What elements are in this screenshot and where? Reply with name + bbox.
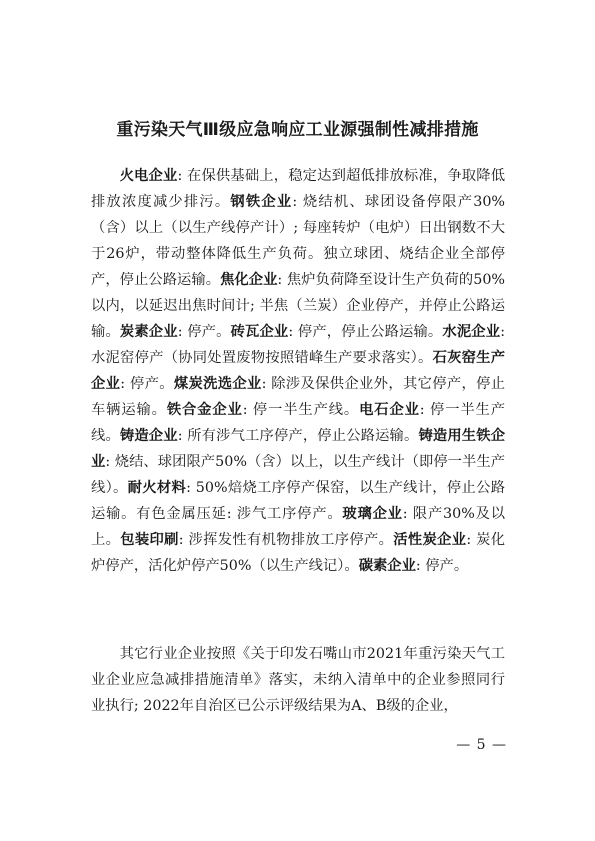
industry-measure: : 除涉及保供企业外，其它停产，停止车辆运输。 (91, 376, 505, 418)
industry-measure: : 所有涉气工序停产，停止公路运输。 (177, 428, 419, 444)
industry-label: 电石企业 (359, 402, 420, 418)
industry-label: 铸造用生铁企业 (91, 428, 506, 470)
industry-measure: : 烧结、球团限产50%（含）以上，以生产线计（即停一半生产线）。 (91, 454, 505, 496)
industry-label: 砖瓦企业 (230, 324, 289, 340)
industry-label: 煤炭洗选企业 (173, 376, 262, 392)
document-title: 重污染天气Ⅲ级应急响应工业源强制性减排措施 (116, 120, 479, 140)
industry-measure: : 停产，停止公路运输。 (288, 324, 443, 340)
industry-label: 活性炭企业 (393, 532, 467, 548)
industry-measure: : 停产。 (415, 558, 469, 574)
measures-paragraph (91, 163, 505, 579)
industry-measure: : 水泥窑停产（协同处置废物按照错峰生产要求落实）。 (91, 324, 506, 366)
industry-label: 铸造企业 (119, 428, 178, 444)
industry-label: 钢铁企业 (230, 194, 293, 210)
industry-label: 铁合金企业 (166, 402, 243, 418)
industry-label: 玻璃企业 (342, 506, 403, 522)
page-number: — 5 — (456, 737, 507, 753)
industry-measure: : 焦炉负荷降至设计生产负荷的50%以内，以延迟出焦时间计; 半焦（兰炭）企业停产，并停止公路运输。 (91, 272, 506, 340)
industry-measure: : 停产。 (120, 376, 174, 392)
industry-label: 石灰窑生产企业 (91, 350, 505, 392)
industry-label: 耐火材料 (127, 480, 187, 496)
industry-label: 焦化企业 (220, 272, 278, 288)
industry-label: 碳素企业 (358, 558, 416, 574)
industry-measure: : 在保供基础上，稳定达到超低排放标准，争取降低排放浓度减少排污。 (91, 168, 506, 210)
industry-measure: : 停产。 (177, 324, 231, 340)
other-industries-paragraph: 其它行业企业按照《关于印发石嘴山市2021年重污染天气工业企业应急减排措施清单》落实，未纳入清单中的企业参照同行业执行; 2022年自治区已公示评级结果为A、B级的企业， (91, 646, 505, 714)
industry-measure: : 限产30%及以上。 (91, 506, 505, 548)
industry-label: 火电企业 (119, 168, 178, 184)
industry-measure: : 炭化炉停产，活化炉停产50%（以生产线记）。 (91, 532, 506, 574)
industry-measure: : 50%焙烧工序停产保窑，以生产线计，停止公路运输。有色金属压延: 涉气工序停产。 (91, 480, 506, 522)
industry-label: 包装印刷 (120, 532, 179, 548)
industry-measure: : 烧结机、球团设备停限产30%（含）以上（以生产线停产计）; 每座转炉（电炉）日出钢数不大于26炉，带动整体降低生产负荷。独立球团、烧结企业全部停产，停止公路运输。 (91, 194, 506, 288)
industry-label: 水泥企业 (442, 324, 501, 340)
industry-measure: : 涉挥发性有机物排放工序停产。 (178, 532, 394, 548)
industry-measure: : 停一半生产线。 (242, 402, 360, 418)
industry-label: 炭素企业 (119, 324, 178, 340)
industry-measure: : 停一半生产线。 (91, 402, 505, 444)
